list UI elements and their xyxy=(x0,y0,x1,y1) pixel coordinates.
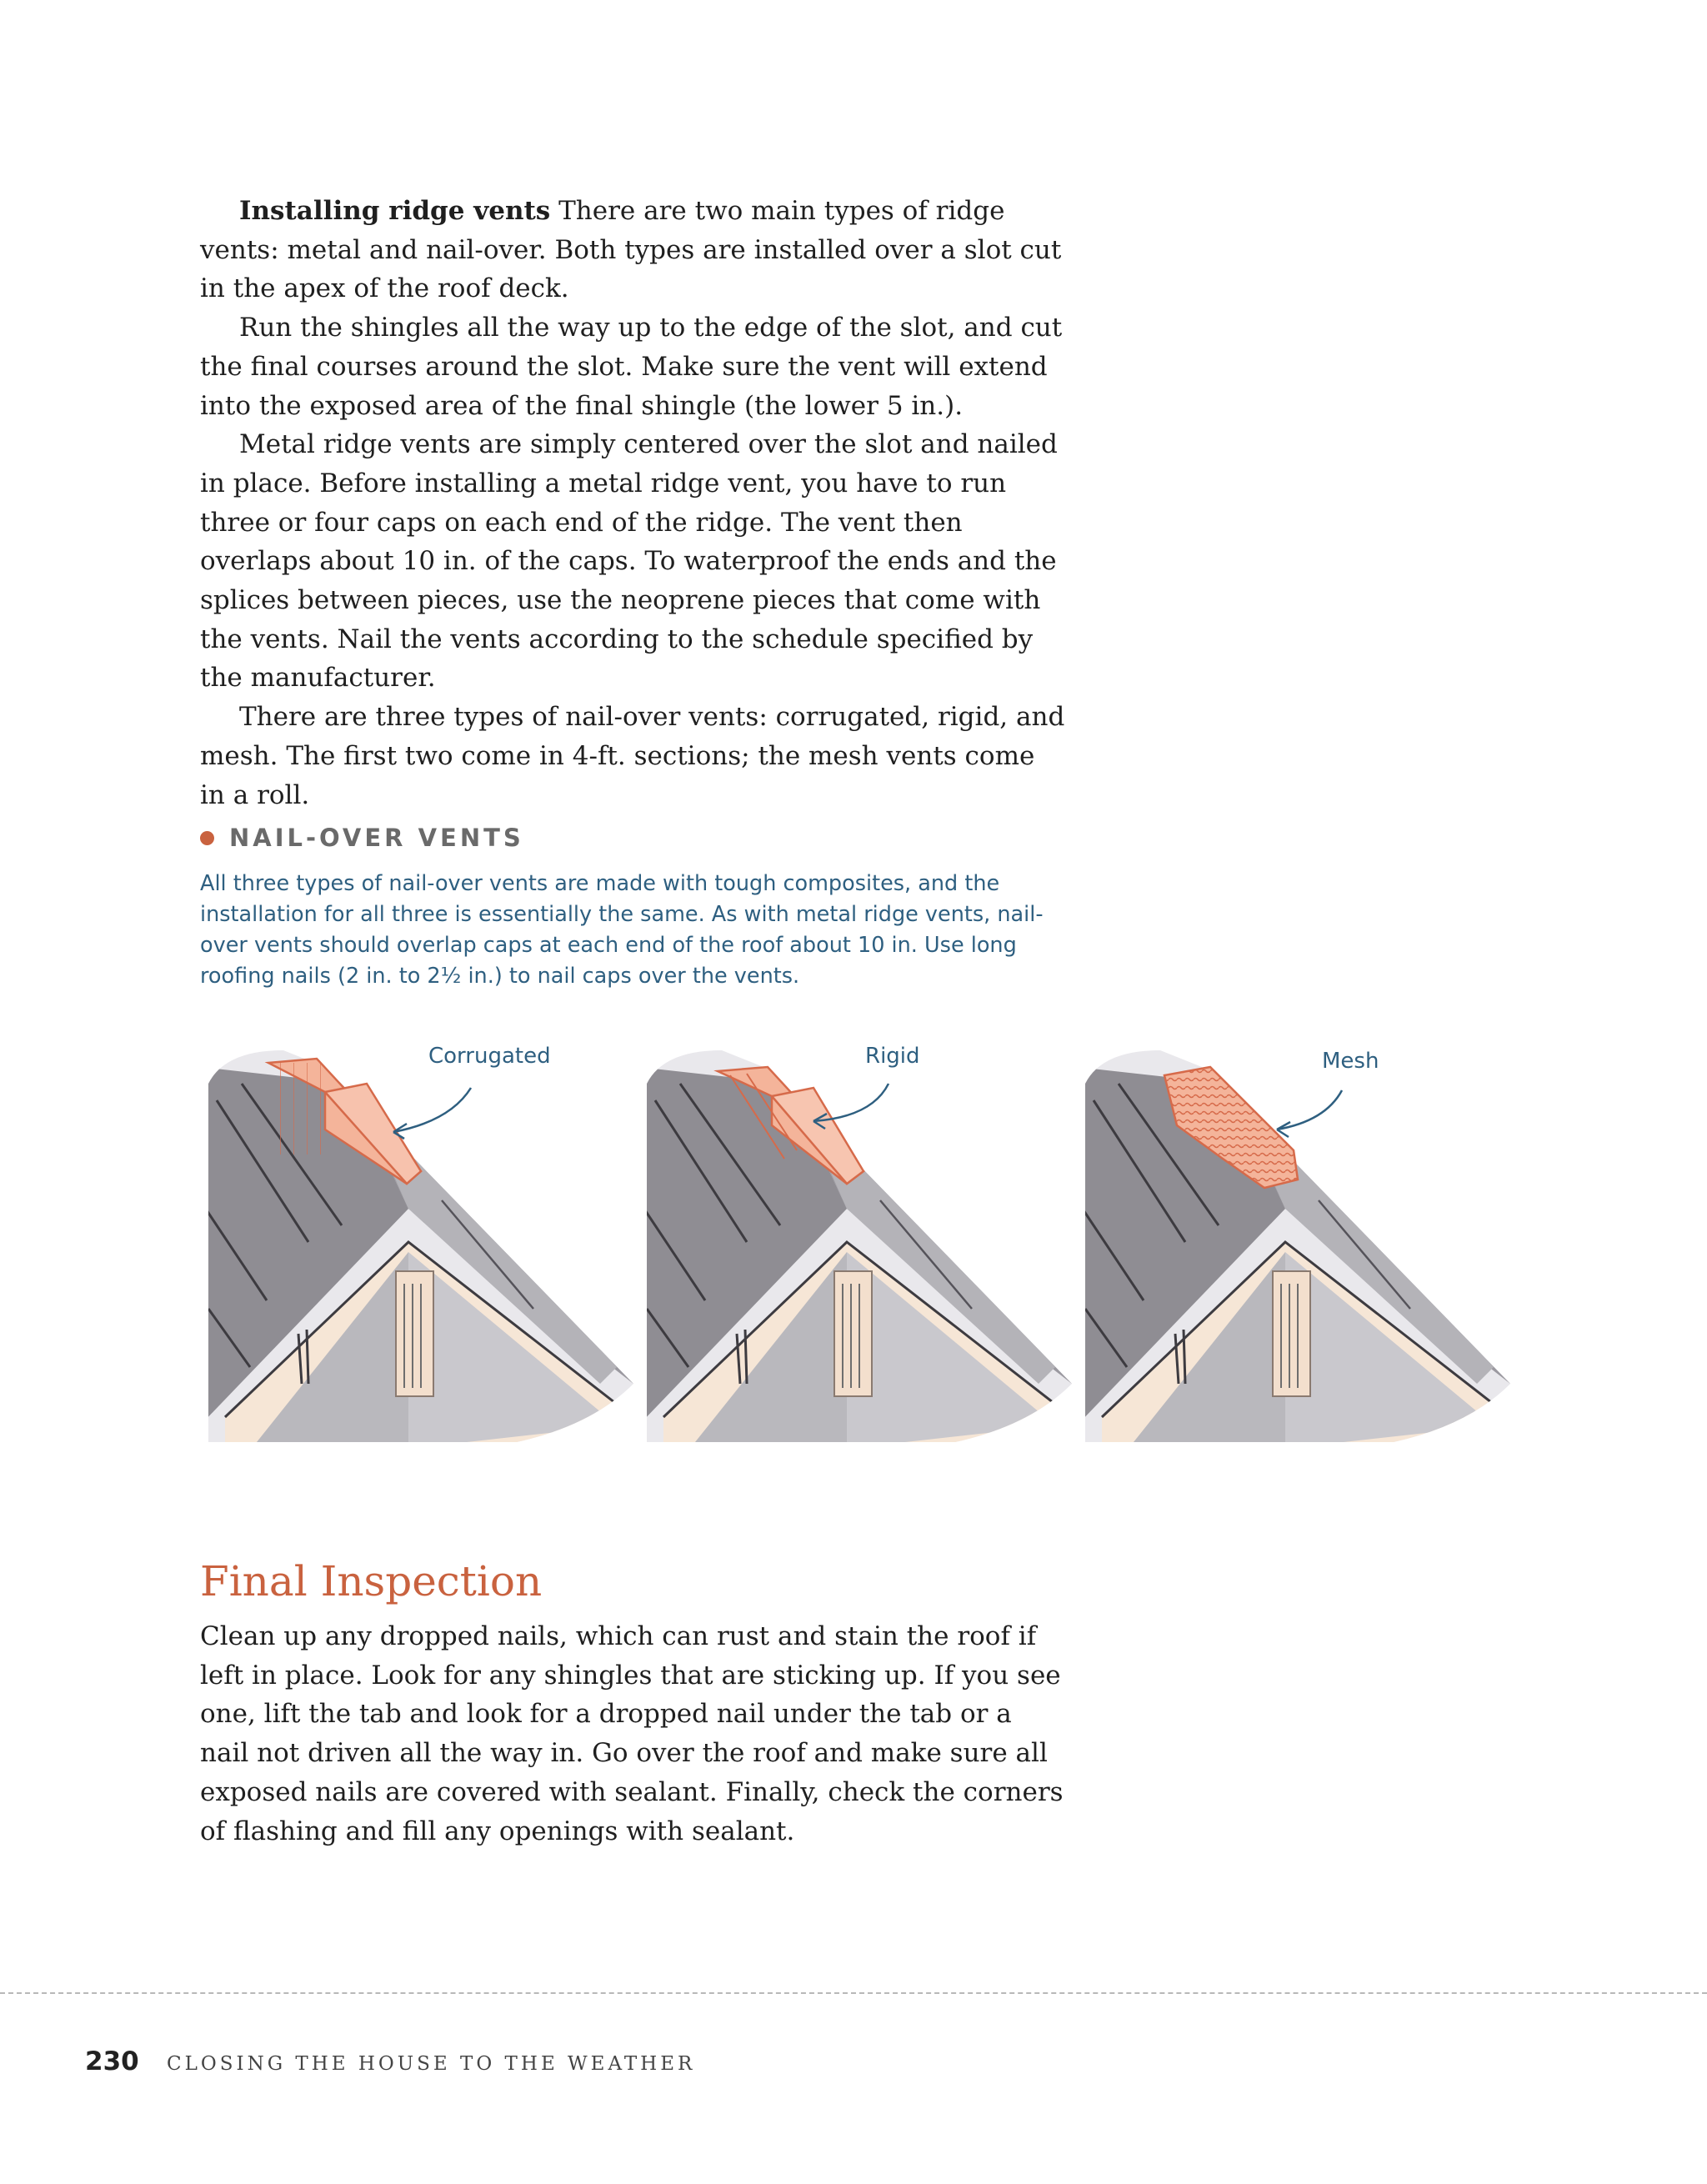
callout-mesh: Mesh xyxy=(1322,1049,1379,1074)
runin-heading: Installing ridge vents xyxy=(239,196,551,226)
illustration-corrugated xyxy=(200,1034,633,1450)
sidebar-heading: NAIL-OVER VENTS xyxy=(200,824,524,852)
illustration-rigid xyxy=(638,1034,1072,1450)
intro-paragraph-4: There are three types of nail-over vents: corrugated, rigid, and mesh. The first two come in 4-ft. sections; the mesh vents come in a roll. xyxy=(200,702,1065,810)
roof-illustration-rigid xyxy=(638,1034,1072,1450)
bullet-icon xyxy=(200,831,214,845)
final-text xyxy=(200,1617,1067,1851)
roof-illustration-mesh xyxy=(1077,1034,1510,1450)
callout-rigid: Rigid xyxy=(865,1044,920,1069)
final-paragraph: Clean up any dropped nails, which can rust and stain the roof if left in place. Look for any shingles that are sticking up. If you see one, lift the tab and look for a dropped nail under the tab or a nail not driven all the way in. Go over the roof and make sure all exposed nails are covered with sealant. Finally, check the corners of flashing and fill any openings with sealant. xyxy=(200,1621,1064,1846)
footer-divider xyxy=(0,1992,1707,1994)
callout-corrugated: Corrugated xyxy=(428,1044,551,1069)
figure-caption: All three types of nail-over vents are made with tough composites, and the installation for all three is essentially the same. As with metal ridge vents, nail-over vents should overlap caps at each end of the roof about 10 in. Use long roofing nails (2 in. to 2½ in.) to nail caps over the vents. xyxy=(200,871,1044,989)
intro-text xyxy=(200,192,1067,814)
roof-illustration-corrugated xyxy=(200,1034,633,1450)
running-head: CLOSING THE HOUSE TO THE WEATHER xyxy=(167,2053,696,2075)
page-number: 230 xyxy=(85,2046,139,2076)
intro-paragraph-1: Installing ridge vents There are two main types of ridge vents: metal and nail-over. Both types are installed over a slot cut in the apex of the roof deck. xyxy=(200,196,1062,304)
illustration-mesh xyxy=(1077,1034,1510,1450)
intro-paragraph-2: Run the shingles all the way up to the edge of the slot, and cut the final courses around the slot. Make sure the vent will extend into the exposed area of the final shingle (the lower 5 in.). xyxy=(200,313,1063,421)
intro-paragraph-3: Metal ridge vents are simply centered over the slot and nailed in place. Before installing a metal ridge vent, you have to run three or four caps on each end of the ridge. The vent then overlaps about 10 in. of the caps. To waterproof the ends and the splices between pieces, use the neoprene pieces that come with the vents. Nail the vents according to the schedule specified by the manufacturer. xyxy=(200,429,1058,694)
section-heading: Final Inspection xyxy=(200,1557,543,1605)
